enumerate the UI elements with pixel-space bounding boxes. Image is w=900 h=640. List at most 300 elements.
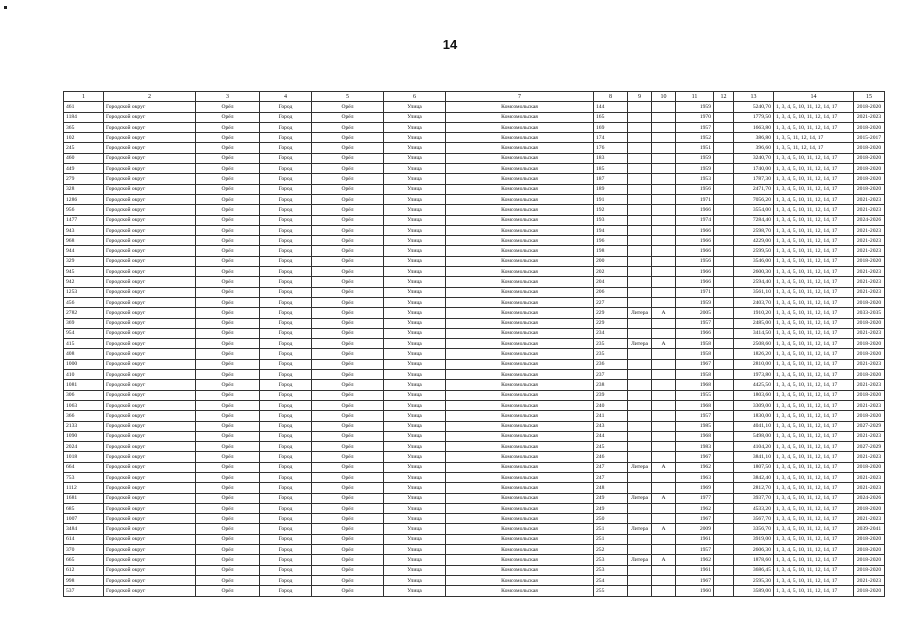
- building-type-cell: [628, 359, 652, 369]
- street-type-cell: Улица: [384, 370, 446, 380]
- settlement-type-cell: Город: [260, 534, 312, 544]
- period-cell: 2021-2023: [854, 236, 885, 246]
- period-cell: 2024-2026: [854, 493, 885, 503]
- house-cell: 187: [594, 174, 628, 184]
- street-cell: Комсомольская: [446, 442, 594, 452]
- municipality-cell: Орёл: [196, 370, 260, 380]
- building-letter-cell: [652, 153, 676, 163]
- street-type-cell: Улица: [384, 431, 446, 441]
- period-cell: 2021-2023: [854, 400, 885, 410]
- street-type-cell: Улица: [384, 328, 446, 338]
- settlement-type-cell: Город: [260, 575, 312, 585]
- area-cell: 3567,70: [734, 514, 774, 524]
- id-cell: 1090: [64, 431, 104, 441]
- area-cell: 5498,00: [734, 431, 774, 441]
- street-type-cell: Улица: [384, 503, 446, 513]
- municipality-type-cell: Городской округ: [104, 287, 196, 297]
- municipality-cell: Орёл: [196, 400, 260, 410]
- works-cell: 1, 3, 4, 5, 10, 11, 12, 14, 17: [774, 380, 854, 390]
- municipality-cell: Орёл: [196, 153, 260, 163]
- building-type-cell: [628, 421, 652, 431]
- settlement-type-cell: Город: [260, 174, 312, 184]
- building-letter-cell: [652, 318, 676, 328]
- street-type-cell: Улица: [384, 555, 446, 565]
- municipality-type-cell: Городской округ: [104, 493, 196, 503]
- house-cell: 204: [594, 277, 628, 287]
- year-cell: 1953: [676, 174, 714, 184]
- area-cell: 4041,10: [734, 421, 774, 431]
- house-cell: 249: [594, 503, 628, 513]
- building-type-cell: [628, 122, 652, 132]
- municipality-cell: Орёл: [196, 184, 260, 194]
- area-cell: 7056,20: [734, 194, 774, 204]
- settlement-cell: Орёл: [312, 411, 384, 421]
- settlement-cell: Орёл: [312, 575, 384, 585]
- building-type-cell: [628, 514, 652, 524]
- municipality-type-cell: Городской округ: [104, 370, 196, 380]
- id-cell: 3484: [64, 524, 104, 534]
- building-type-cell: [628, 411, 652, 421]
- extra-cell: [714, 122, 734, 132]
- settlement-cell: Орёл: [312, 370, 384, 380]
- extra-cell: [714, 184, 734, 194]
- municipality-cell: Орёл: [196, 359, 260, 369]
- area-cell: 4229,00: [734, 236, 774, 246]
- extra-cell: [714, 586, 734, 596]
- municipality-cell: Орёл: [196, 143, 260, 153]
- area-cell: 386,80: [734, 133, 774, 143]
- extra-cell: [714, 102, 734, 112]
- street-type-cell: Улица: [384, 349, 446, 359]
- period-cell: 2021-2023: [854, 359, 885, 369]
- year-cell: 1985: [676, 421, 714, 431]
- extra-cell: [714, 493, 734, 503]
- period-cell: 2018-2020: [854, 184, 885, 194]
- area-cell: 2508,60: [734, 339, 774, 349]
- settlement-cell: Орёл: [312, 359, 384, 369]
- works-cell: 1, 3, 4, 5, 10, 11, 12, 14, 17: [774, 277, 854, 287]
- municipality-cell: Орёл: [196, 308, 260, 318]
- table-row: [64, 452, 885, 462]
- year-cell: 1958: [676, 370, 714, 380]
- building-letter-cell: [652, 236, 676, 246]
- street-cell: Комсомольская: [446, 431, 594, 441]
- column-header: 1: [64, 92, 104, 102]
- column-header: 15: [854, 92, 885, 102]
- building-type-cell: Литера: [628, 524, 652, 534]
- settlement-type-cell: Город: [260, 431, 312, 441]
- works-cell: 1, 3, 4, 5, 10, 11, 12, 14, 17: [774, 493, 854, 503]
- municipality-type-cell: Городской округ: [104, 328, 196, 338]
- building-letter-cell: [652, 349, 676, 359]
- id-cell: 1018: [64, 452, 104, 462]
- year-cell: 1966: [676, 328, 714, 338]
- works-cell: 1, 3, 4, 5, 10, 11, 12, 14, 17: [774, 503, 854, 513]
- area-cell: 2598,70: [734, 225, 774, 235]
- street-cell: Комсомольская: [446, 390, 594, 400]
- area-cell: 396,60: [734, 143, 774, 153]
- settlement-type-cell: Город: [260, 297, 312, 307]
- building-letter-cell: [652, 545, 676, 555]
- house-cell: 250: [594, 514, 628, 524]
- building-type-cell: [628, 277, 652, 287]
- id-cell: 612: [64, 565, 104, 575]
- building-letter-cell: [652, 503, 676, 513]
- municipality-cell: Орёл: [196, 267, 260, 277]
- building-letter-cell: [652, 215, 676, 225]
- building-type-cell: [628, 452, 652, 462]
- street-cell: Комсомольская: [446, 174, 594, 184]
- municipality-cell: Орёл: [196, 503, 260, 513]
- building-letter-cell: [652, 514, 676, 524]
- settlement-cell: Орёл: [312, 483, 384, 493]
- house-cell: 236: [594, 359, 628, 369]
- house-cell: 206: [594, 287, 628, 297]
- extra-cell: [714, 153, 734, 163]
- building-type-cell: [628, 267, 652, 277]
- municipality-cell: Орёл: [196, 205, 260, 215]
- id-cell: 942: [64, 277, 104, 287]
- street-type-cell: Улица: [384, 483, 446, 493]
- table-row: [64, 205, 885, 215]
- area-cell: 1740,00: [734, 164, 774, 174]
- area-cell: 3841,10: [734, 452, 774, 462]
- building-type-cell: [628, 205, 652, 215]
- id-cell: 456: [64, 297, 104, 307]
- settlement-type-cell: Город: [260, 339, 312, 349]
- settlement-type-cell: Город: [260, 318, 312, 328]
- street-type-cell: Улица: [384, 442, 446, 452]
- area-cell: 2810,00: [734, 359, 774, 369]
- street-cell: Комсомольская: [446, 380, 594, 390]
- street-cell: Комсомольская: [446, 575, 594, 585]
- id-cell: 370: [64, 545, 104, 555]
- building-letter-cell: [652, 442, 676, 452]
- municipality-type-cell: Городской округ: [104, 102, 196, 112]
- table-row: [64, 534, 885, 544]
- street-cell: Комсомольская: [446, 545, 594, 555]
- table-row: [64, 256, 885, 266]
- house-cell: 227: [594, 297, 628, 307]
- settlement-type-cell: Город: [260, 215, 312, 225]
- works-cell: 1, 3, 4, 5, 10, 11, 12, 14, 17: [774, 442, 854, 452]
- table-row: [64, 236, 885, 246]
- table-row: [64, 246, 885, 256]
- building-type-cell: [628, 287, 652, 297]
- street-cell: Комсомольская: [446, 421, 594, 431]
- building-letter-cell: А: [652, 524, 676, 534]
- building-letter-cell: [652, 133, 676, 143]
- area-cell: 1910,20: [734, 308, 774, 318]
- building-letter-cell: [652, 328, 676, 338]
- settlement-cell: Орёл: [312, 452, 384, 462]
- building-type-cell: [628, 586, 652, 596]
- column-header: 14: [774, 92, 854, 102]
- house-cell: 165: [594, 112, 628, 122]
- area-cell: 2812,70: [734, 483, 774, 493]
- table-row: [64, 133, 885, 143]
- street-type-cell: Улица: [384, 462, 446, 472]
- area-cell: 4425,50: [734, 380, 774, 390]
- building-type-cell: [628, 297, 652, 307]
- area-cell: 1663,80: [734, 122, 774, 132]
- year-cell: 1967: [676, 575, 714, 585]
- id-cell: 102: [64, 133, 104, 143]
- settlement-cell: Орёл: [312, 174, 384, 184]
- settlement-cell: Орёл: [312, 225, 384, 235]
- settlement-type-cell: Город: [260, 545, 312, 555]
- street-cell: Комсомольская: [446, 143, 594, 153]
- table-row: [64, 339, 885, 349]
- house-cell: 192: [594, 205, 628, 215]
- extra-cell: [714, 411, 734, 421]
- extra-cell: [714, 575, 734, 585]
- table-row: [64, 442, 885, 452]
- settlement-cell: Орёл: [312, 349, 384, 359]
- table-row: [64, 503, 885, 513]
- year-cell: 1957: [676, 122, 714, 132]
- settlement-type-cell: Город: [260, 143, 312, 153]
- extra-cell: [714, 431, 734, 441]
- settlement-type-cell: Город: [260, 328, 312, 338]
- year-cell: 1959: [676, 153, 714, 163]
- works-cell: 1, 3, 4, 5, 10, 11, 12, 14, 17: [774, 462, 854, 472]
- house-cell: 144: [594, 102, 628, 112]
- period-cell: 2039-2041: [854, 524, 885, 534]
- street-cell: Комсомольская: [446, 565, 594, 575]
- house-cell: 247: [594, 462, 628, 472]
- street-type-cell: Улица: [384, 586, 446, 596]
- extra-cell: [714, 246, 734, 256]
- settlement-type-cell: Город: [260, 411, 312, 421]
- year-cell: 2009: [676, 524, 714, 534]
- extra-cell: [714, 400, 734, 410]
- house-cell: 234: [594, 328, 628, 338]
- id-cell: 943: [64, 225, 104, 235]
- municipality-type-cell: Городской округ: [104, 524, 196, 534]
- period-cell: 2021-2023: [854, 575, 885, 585]
- table-row: [64, 431, 885, 441]
- works-cell: 1, 3, 4, 5, 10, 11, 12, 14, 17: [774, 390, 854, 400]
- house-cell: 255: [594, 586, 628, 596]
- municipality-type-cell: Городской округ: [104, 122, 196, 132]
- table-row: [64, 359, 885, 369]
- table-row: [64, 421, 885, 431]
- house-cell: 239: [594, 390, 628, 400]
- extra-cell: [714, 277, 734, 287]
- street-cell: Комсомольская: [446, 452, 594, 462]
- table-row: [64, 524, 885, 534]
- settlement-cell: Орёл: [312, 503, 384, 513]
- table-row: [64, 400, 885, 410]
- street-type-cell: Улица: [384, 215, 446, 225]
- building-letter-cell: [652, 122, 676, 132]
- building-letter-cell: [652, 246, 676, 256]
- id-cell: 665: [64, 555, 104, 565]
- street-type-cell: Улица: [384, 339, 446, 349]
- building-type-cell: [628, 400, 652, 410]
- area-cell: 2595,30: [734, 575, 774, 585]
- street-type-cell: Улица: [384, 472, 446, 482]
- house-cell: 176: [594, 143, 628, 153]
- year-cell: 1960: [676, 586, 714, 596]
- building-letter-cell: [652, 483, 676, 493]
- period-cell: 2021-2023: [854, 246, 885, 256]
- street-cell: Комсомольская: [446, 349, 594, 359]
- house-cell: 200: [594, 256, 628, 266]
- column-header: 7: [446, 92, 594, 102]
- municipality-cell: Орёл: [196, 472, 260, 482]
- column-number-row: [64, 92, 885, 102]
- period-cell: 2033-2035: [854, 308, 885, 318]
- area-cell: 1878,60: [734, 555, 774, 565]
- street-cell: Комсомольская: [446, 483, 594, 493]
- street-type-cell: Улица: [384, 534, 446, 544]
- street-cell: Комсомольская: [446, 112, 594, 122]
- works-cell: 1, 3, 4, 5, 10, 11, 12, 14, 17: [774, 287, 854, 297]
- house-cell: 253: [594, 555, 628, 565]
- building-type-cell: [628, 503, 652, 513]
- municipality-cell: Орёл: [196, 575, 260, 585]
- municipality-type-cell: Городской округ: [104, 308, 196, 318]
- id-cell: 1184: [64, 112, 104, 122]
- municipality-type-cell: Городской округ: [104, 194, 196, 204]
- street-cell: Комсомольская: [446, 102, 594, 112]
- building-type-cell: [628, 153, 652, 163]
- settlement-type-cell: Город: [260, 236, 312, 246]
- id-cell: 954: [64, 328, 104, 338]
- building-letter-cell: [652, 586, 676, 596]
- street-cell: Комсомольская: [446, 586, 594, 596]
- house-cell: 198: [594, 246, 628, 256]
- building-letter-cell: [652, 390, 676, 400]
- period-cell: 2018-2020: [854, 174, 885, 184]
- building-type-cell: [628, 472, 652, 482]
- street-type-cell: Улица: [384, 287, 446, 297]
- works-cell: 1, 3, 5, 11, 12, 14, 17: [774, 143, 854, 153]
- period-cell: 2018-2020: [854, 122, 885, 132]
- page-number: 14: [442, 37, 458, 52]
- id-cell: 408: [64, 349, 104, 359]
- works-cell: 1, 3, 4, 5, 10, 11, 12, 14, 17: [774, 225, 854, 235]
- building-letter-cell: [652, 112, 676, 122]
- municipality-cell: Орёл: [196, 390, 260, 400]
- works-cell: 1, 3, 4, 5, 10, 11, 12, 14, 17: [774, 205, 854, 215]
- settlement-type-cell: Город: [260, 493, 312, 503]
- municipality-type-cell: Городской округ: [104, 349, 196, 359]
- id-cell: 537: [64, 586, 104, 596]
- street-cell: Комсомольская: [446, 184, 594, 194]
- works-cell: 1, 3, 4, 5, 10, 11, 12, 14, 17: [774, 545, 854, 555]
- id-cell: 329: [64, 256, 104, 266]
- extra-cell: [714, 215, 734, 225]
- municipality-type-cell: Городской округ: [104, 297, 196, 307]
- settlement-type-cell: Город: [260, 359, 312, 369]
- id-cell: 2782: [64, 308, 104, 318]
- house-cell: 253: [594, 565, 628, 575]
- id-cell: 369: [64, 318, 104, 328]
- settlement-cell: Орёл: [312, 534, 384, 544]
- year-cell: 1959: [676, 164, 714, 174]
- year-cell: 1962: [676, 503, 714, 513]
- municipality-cell: Орёл: [196, 112, 260, 122]
- column-header: 8: [594, 92, 628, 102]
- period-cell: 2021-2023: [854, 287, 885, 297]
- table-row: [64, 225, 885, 235]
- building-type-cell: [628, 575, 652, 585]
- period-cell: 2018-2020: [854, 462, 885, 472]
- period-cell: 2021-2023: [854, 452, 885, 462]
- settlement-type-cell: Город: [260, 153, 312, 163]
- id-cell: 944: [64, 246, 104, 256]
- area-cell: 3240,70: [734, 153, 774, 163]
- house-cell: 202: [594, 267, 628, 277]
- municipality-cell: Орёл: [196, 318, 260, 328]
- period-cell: 2018-2020: [854, 534, 885, 544]
- building-letter-cell: [652, 370, 676, 380]
- house-cell: 240: [594, 400, 628, 410]
- building-letter-cell: [652, 164, 676, 174]
- settlement-cell: Орёл: [312, 431, 384, 441]
- street-type-cell: Улица: [384, 565, 446, 575]
- municipality-type-cell: Городской округ: [104, 586, 196, 596]
- area-cell: 2594,40: [734, 277, 774, 287]
- building-letter-cell: [652, 256, 676, 266]
- building-letter-cell: [652, 575, 676, 585]
- year-cell: 1966: [676, 246, 714, 256]
- period-cell: 2018-2020: [854, 545, 885, 555]
- extra-cell: [714, 483, 734, 493]
- area-cell: 3937,70: [734, 493, 774, 503]
- municipality-cell: Орёл: [196, 339, 260, 349]
- id-cell: 1081: [64, 380, 104, 390]
- table-row: [64, 308, 885, 318]
- period-cell: 2018-2020: [854, 102, 885, 112]
- municipality-cell: Орёл: [196, 328, 260, 338]
- street-type-cell: Улица: [384, 575, 446, 585]
- period-cell: 2015-2017: [854, 133, 885, 143]
- municipality-cell: Орёл: [196, 545, 260, 555]
- works-cell: 1, 3, 4, 5, 10, 11, 12, 14, 17: [774, 514, 854, 524]
- settlement-cell: Орёл: [312, 133, 384, 143]
- settlement-type-cell: Город: [260, 514, 312, 524]
- street-type-cell: Улица: [384, 174, 446, 184]
- works-cell: 1, 3, 4, 5, 10, 11, 12, 14, 17: [774, 586, 854, 596]
- house-cell: 247: [594, 472, 628, 482]
- street-cell: Комсомольская: [446, 493, 594, 503]
- settlement-cell: Орёл: [312, 215, 384, 225]
- area-cell: 1807,50: [734, 462, 774, 472]
- municipality-cell: Орёл: [196, 256, 260, 266]
- extra-cell: [714, 267, 734, 277]
- street-cell: Комсомольская: [446, 194, 594, 204]
- works-cell: 1, 3, 4, 5, 10, 11, 12, 14, 17: [774, 452, 854, 462]
- street-cell: Комсомольская: [446, 462, 594, 472]
- works-cell: 1, 3, 4, 5, 10, 11, 12, 14, 17: [774, 184, 854, 194]
- municipality-type-cell: Городской округ: [104, 112, 196, 122]
- works-cell: 1, 3, 4, 5, 10, 11, 12, 14, 17: [774, 359, 854, 369]
- period-cell: 2018-2020: [854, 390, 885, 400]
- street-type-cell: Улица: [384, 452, 446, 462]
- settlement-type-cell: Город: [260, 225, 312, 235]
- column-header: 4: [260, 92, 312, 102]
- year-cell: 1957: [676, 318, 714, 328]
- house-cell: 193: [594, 215, 628, 225]
- municipality-type-cell: Городской округ: [104, 442, 196, 452]
- table-row: [64, 411, 885, 421]
- corner-mark: [4, 6, 7, 9]
- house-cell: 229: [594, 308, 628, 318]
